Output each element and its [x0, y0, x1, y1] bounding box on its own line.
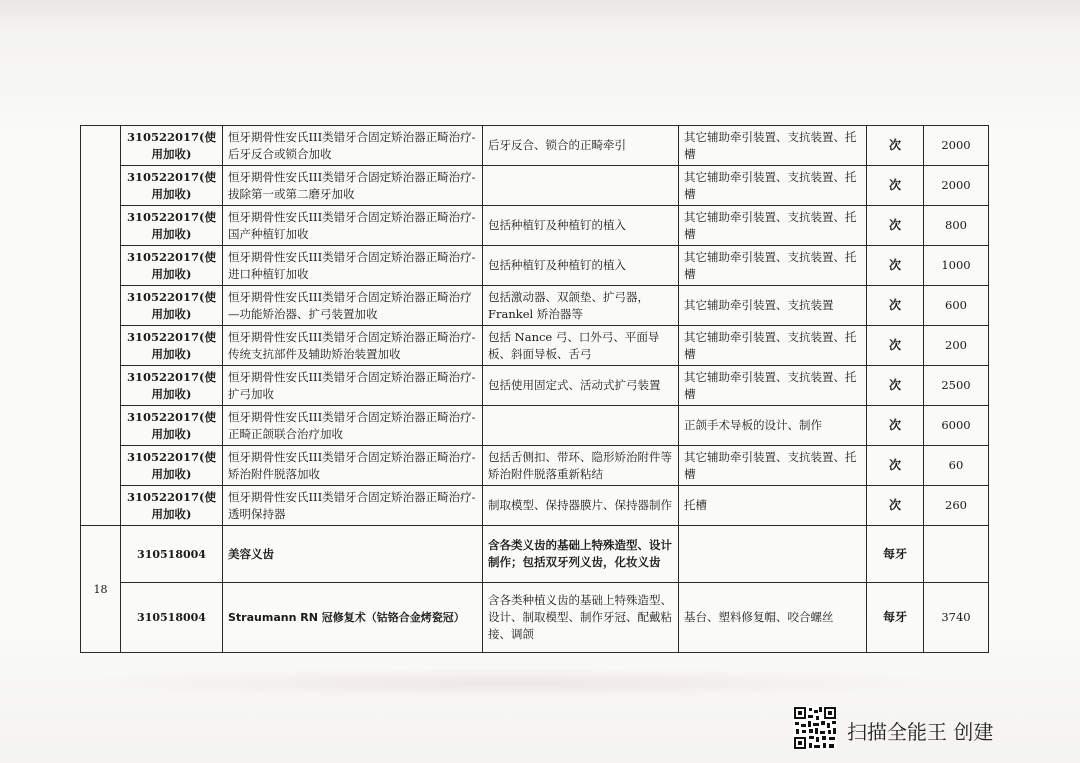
item-unit: 次 [867, 406, 924, 446]
item-content [483, 406, 679, 446]
item-price: 3740 [924, 583, 989, 653]
item-content: 含各类种植义齿的基础上特殊造型、设计、制取模型、制作牙冠、配戴粘接、调颌 [483, 583, 679, 653]
item-name: 恒牙期骨性安氏III类错牙合固定矫治器正畸治疗-国产种植钉加收 [223, 206, 483, 246]
pen-mark [370, 172, 394, 182]
scanner-watermark [793, 706, 1003, 756]
item-price [924, 526, 989, 583]
item-content: 包括激动器、双颌垫、扩弓器，Frankel 矫治器等 [483, 286, 679, 326]
item-exclusions: 其它辅助牵引装置、支抗装置、托槽 [679, 446, 867, 486]
item-content: 包括使用固定式、活动式扩弓装置 [483, 366, 679, 406]
item-code: 310522017(使用加收) [121, 286, 223, 326]
item-content [483, 166, 679, 206]
scan-shadow-top [0, 0, 1080, 28]
item-exclusions: 其它辅助牵引装置、支抗装置、托槽 [679, 206, 867, 246]
item-price: 800 [924, 206, 989, 246]
table-row [81, 446, 989, 486]
item-code: 310522017(使用加收) [121, 406, 223, 446]
row-index-cell [81, 126, 121, 526]
item-name: 恒牙期骨性安氏III类错牙合固定矫治器正畸治疗- 进口种植钉加收 [223, 246, 483, 286]
item-unit: 次 [867, 366, 924, 406]
item-content: 包括 Nance 弓、口外弓、平面导板、斜面导板、舌弓 [483, 326, 679, 366]
item-price: 2500 [924, 366, 989, 406]
item-code: 310522017(使用加收) [121, 206, 223, 246]
item-code: 310522017(使用加收) [121, 326, 223, 366]
item-price: 2000 [924, 126, 989, 166]
item-name: Straumann RN 冠修复术（钴铬合金烤瓷冠） [223, 583, 483, 653]
table-row [81, 526, 989, 583]
item-price: 200 [924, 326, 989, 366]
item-exclusions: 基台、塑料修复帽、咬合螺丝 [679, 583, 867, 653]
item-content: 包括舌侧扣、带环、隐形矫治附件等矫治附件脱落重新粘结 [483, 446, 679, 486]
table-row [81, 246, 989, 286]
item-unit: 次 [867, 446, 924, 486]
item-exclusions: 正颌手术导板的设计、制作 [679, 406, 867, 446]
item-name: 恒牙期骨性安氏III类错牙合固定矫治器正畸治疗-扩弓加收 [223, 366, 483, 406]
item-unit: 次 [867, 326, 924, 366]
item-code: 310522017(使用加收) [121, 246, 223, 286]
item-code: 310522017(使用加收) [121, 486, 223, 526]
item-price: 260 [924, 486, 989, 526]
table-row [81, 286, 989, 326]
item-exclusions: 其它辅助牵引装置、支抗装置、托槽 [679, 366, 867, 406]
table-row [81, 366, 989, 406]
item-name: 恒牙期骨性安氏III类错牙合固定矫治器正畸治疗-透明保持器 [223, 486, 483, 526]
item-name: 恒牙期骨性安氏III类错牙合固定矫治器正畸治疗-矫治附件脱落加收 [223, 446, 483, 486]
item-name: 恒牙期骨性安氏III类错牙合固定矫治器正畸治疗—功能矫治器、扩弓装置加收 [223, 286, 483, 326]
item-code: 310522017(使用加收) [121, 166, 223, 206]
item-unit: 每牙 [867, 583, 924, 653]
item-name: 恒牙期骨性安氏III类错牙合固定矫治器正畸治疗-正畸正颌联合治疗加收 [223, 406, 483, 446]
table-row [81, 583, 989, 653]
scan-smudge-bottom [60, 668, 960, 698]
item-exclusions: 其它辅助牵引装置、支抗装置、托槽 [679, 246, 867, 286]
item-content: 制取模型、保持器膜片、保持器制作 [483, 486, 679, 526]
item-price: 6000 [924, 406, 989, 446]
item-name: 恒牙期骨性安氏III类错牙合固定矫治器正畸治疗-拔除第一或第二磨牙加收 [223, 166, 483, 206]
item-unit: 每牙 [867, 526, 924, 583]
item-price: 2000 [924, 166, 989, 206]
item-content: 包括种植钉及种植钉的植入 [483, 206, 679, 246]
watermark-text: 扫描全能王 创建 [847, 720, 994, 744]
item-code: 310518004 [121, 583, 223, 653]
item-name: 恒牙期骨性安氏III类错牙合固定矫治器正畸治疗-传统支抗部件及辅助矫治装置加收 [223, 326, 483, 366]
item-exclusions [679, 526, 867, 583]
item-price: 1000 [924, 246, 989, 286]
item-code: 310522017(使用加收) [121, 446, 223, 486]
item-content: 含各类义齿的基础上特殊造型、设计制作；包括双牙列义齿，化妆义齿 [483, 526, 679, 583]
table-row [81, 206, 989, 246]
item-price: 60 [924, 446, 989, 486]
item-name: 美容义齿 [223, 526, 483, 583]
item-code: 310518004 [121, 526, 223, 583]
item-content: 后牙反合、锁合的正畸牵引 [483, 126, 679, 166]
item-unit: 次 [867, 206, 924, 246]
item-code: 310522017(使用加收) [121, 366, 223, 406]
item-price: 600 [924, 286, 989, 326]
item-exclusions: 其它辅助牵引装置、支抗装置 [679, 286, 867, 326]
item-unit: 次 [867, 486, 924, 526]
table-row [81, 326, 989, 366]
item-exclusions: 其它辅助牵引装置、支抗装置、托槽 [679, 166, 867, 206]
item-exclusions: 托槽 [679, 486, 867, 526]
item-content: 包括种植钉及种植钉的植入 [483, 246, 679, 286]
qr-code-icon [793, 706, 837, 750]
item-unit: 次 [867, 166, 924, 206]
table-row [81, 406, 989, 446]
item-unit: 次 [867, 126, 924, 166]
table-row [81, 126, 989, 166]
table-row [81, 166, 989, 206]
item-exclusions: 其它辅助牵引装置、支抗装置、托槽 [679, 126, 867, 166]
item-code: 310522017(使用加收) [121, 126, 223, 166]
row-index-18: 18 [81, 526, 121, 653]
fee-schedule-table [80, 125, 989, 653]
item-exclusions: 其它辅助牵引装置、支抗装置、托槽 [679, 326, 867, 366]
item-unit: 次 [867, 286, 924, 326]
table-row [81, 486, 989, 526]
item-unit: 次 [867, 246, 924, 286]
item-name: 恒牙期骨性安氏III类错牙合固定矫治器正畸治疗-后牙反合或锁合加收 [223, 126, 483, 166]
